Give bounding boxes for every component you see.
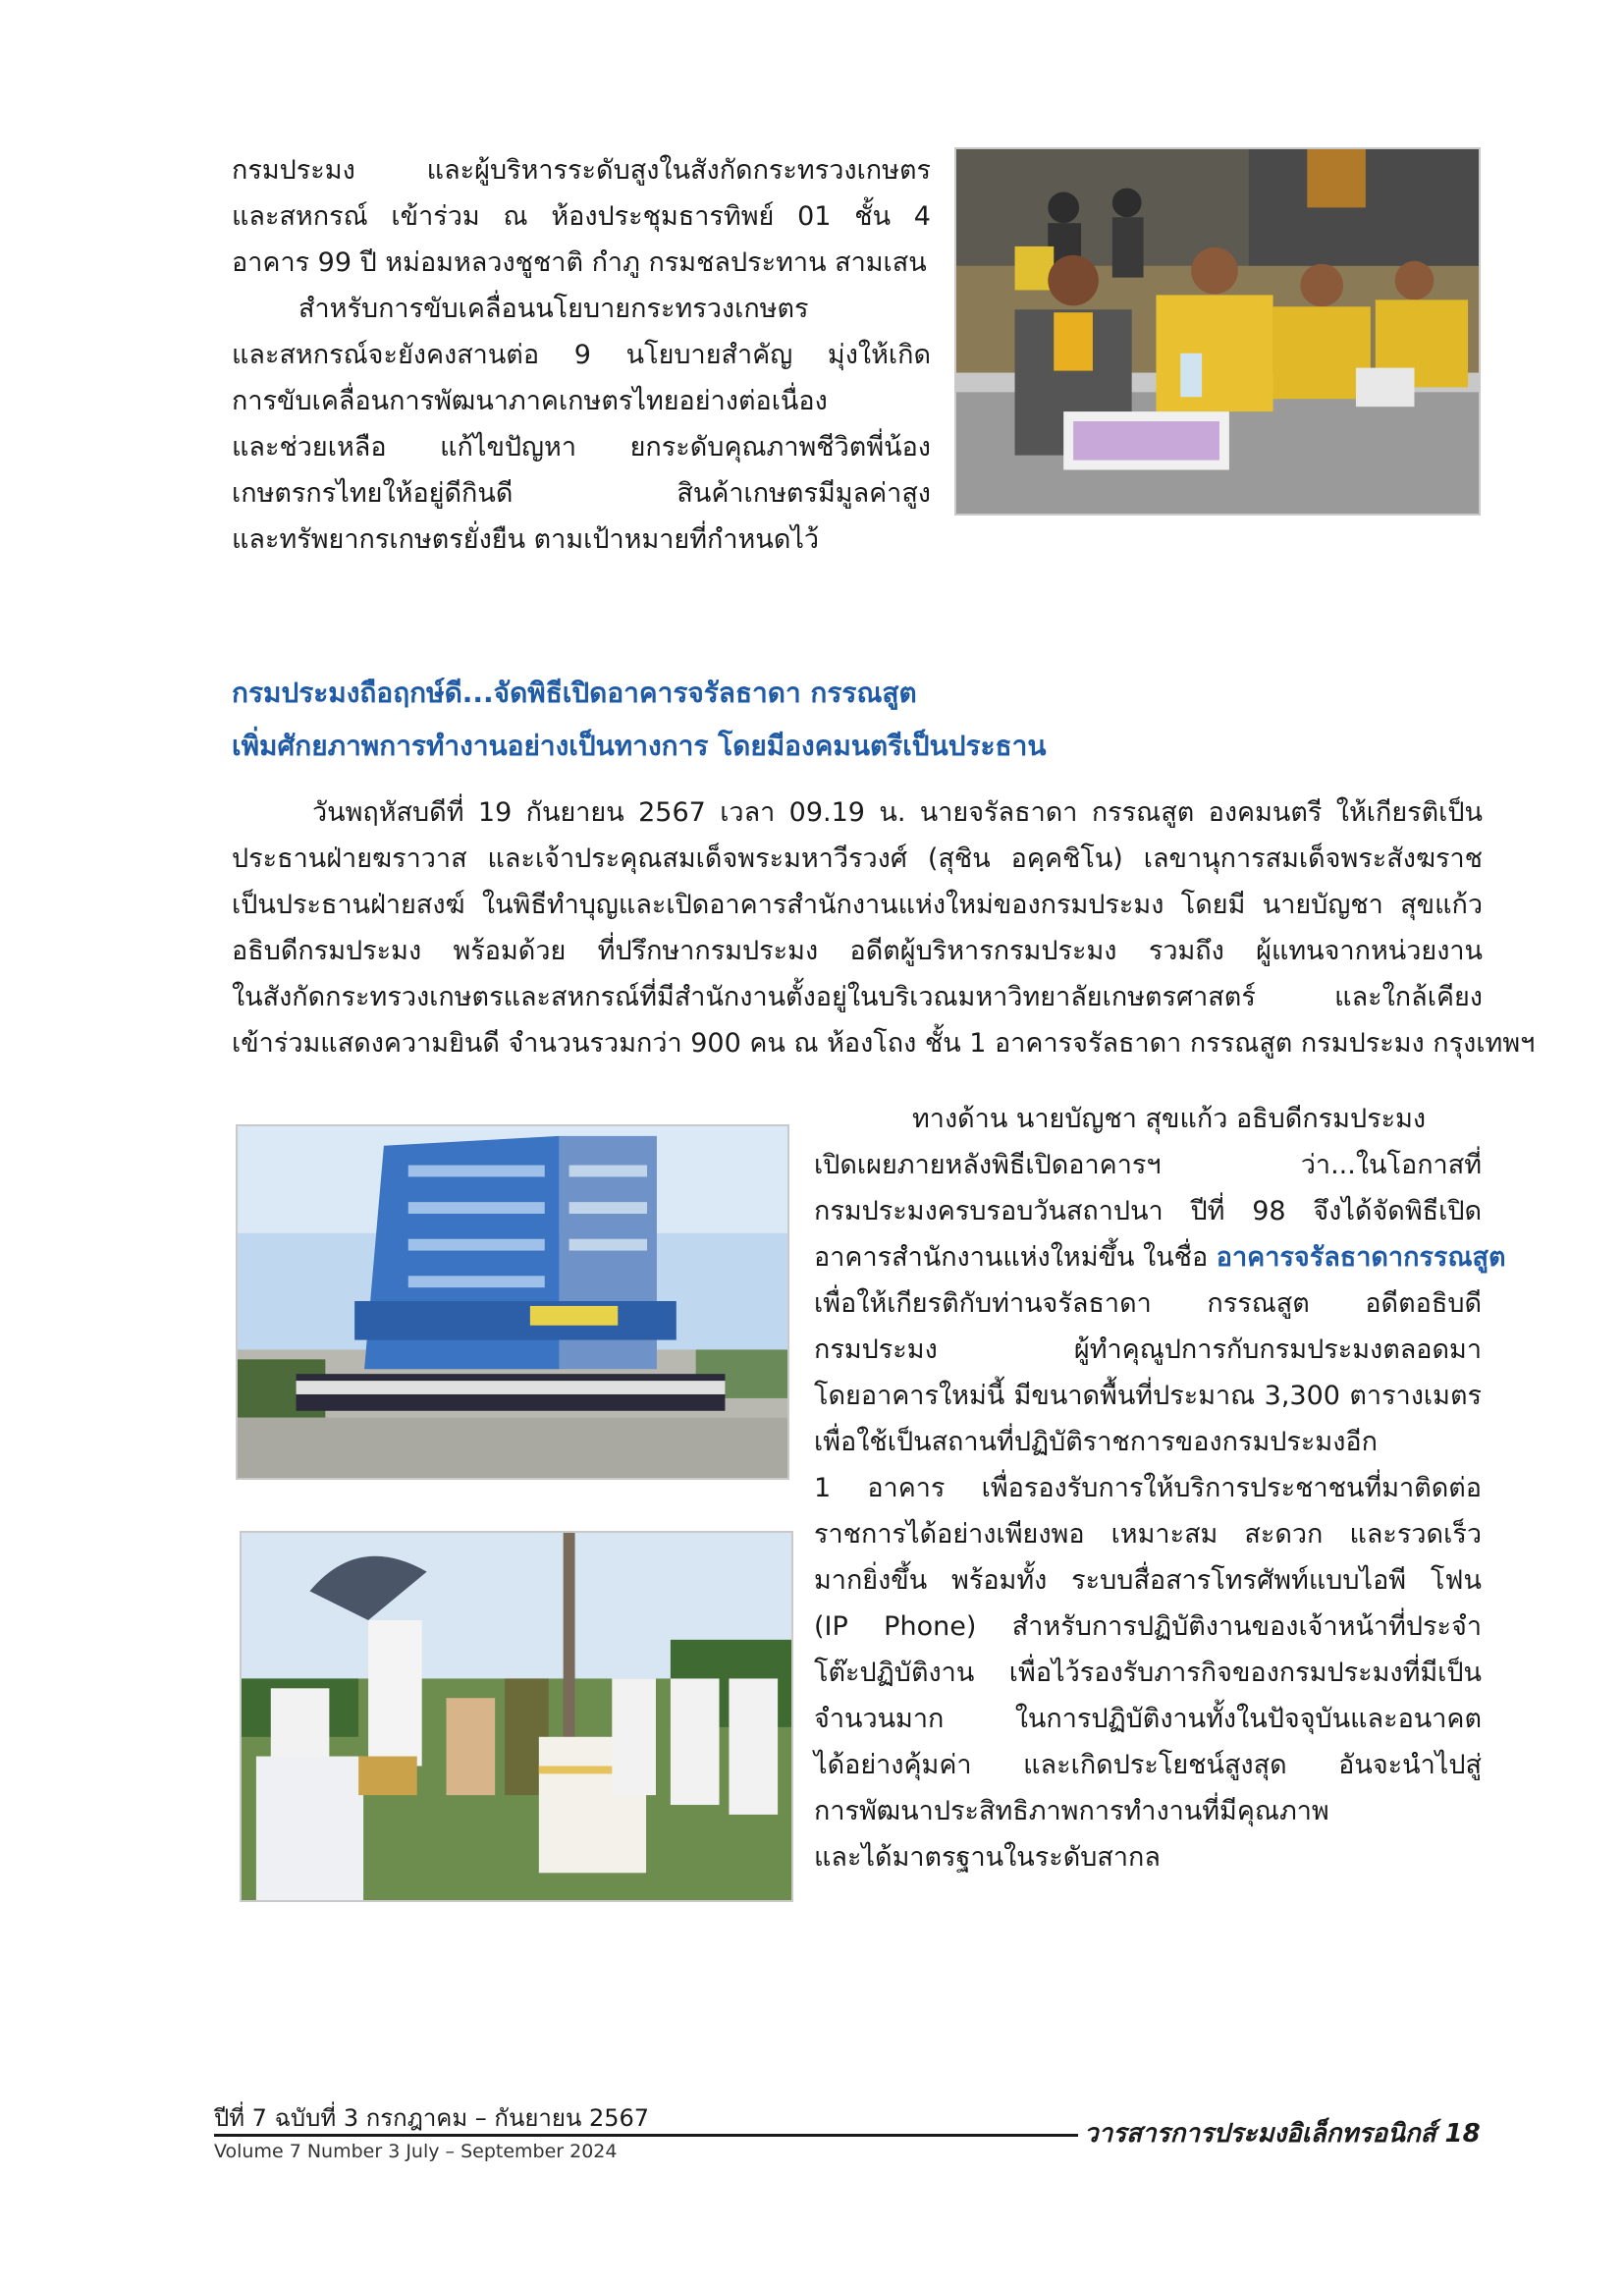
- building-name-highlight: อาคารจรัลธาดากรรณสูต: [1216, 1242, 1506, 1273]
- text-line: วันพฤหัสบดีที่ 19 กันยายน 2567 เวลา 09.19 น. นายจรัลธาดา กรรณสูต องคมนตรี ให้เกียรติเป็น: [312, 797, 1483, 828]
- footer-issue-thai: ปีที่ 7 ฉบับที่ 3 กรกฎาคม – กันยายน 2567: [214, 2104, 650, 2132]
- tree-planting-photo: [240, 1531, 793, 1902]
- page-number: 18: [1444, 2119, 1481, 2149]
- footer-journal: [1084, 2113, 1481, 2153]
- journal-title: วารสารการประมงอิเล็กทรอนิกส์: [1084, 2119, 1436, 2149]
- text-line: การขับเคลื่อนการพัฒนาภาคเกษตรไทยอย่างต่อเนื่อง: [232, 386, 828, 416]
- meeting-photo: [954, 147, 1481, 516]
- text-line: ราชการได้อย่างเพียงพอ เหมาะสม สะดวก และรวดเร็ว: [814, 1519, 1482, 1550]
- text-line: จำนวนมาก ในการปฏิบัติงานทั้งในปัจจุบันและอนาคต: [814, 1704, 1482, 1734]
- text-line: และสหกรณ์จะยังคงสานต่อ 9 นโยบายสำคัญ มุ่งให้เกิด: [232, 340, 931, 370]
- text-line: เข้าร่วมแสดงความยินดี จำนวนรวมกว่า 900 คน ณ ห้องโถง ชั้น 1 อาคารจรัลธาดา กรรณสูต กรมประมง กรุงเทพฯ: [232, 1028, 1536, 1059]
- text-line: (IP Phone) สำหรับการปฏิบัติงานของเจ้าหน้าที่ประจำ: [814, 1611, 1482, 1642]
- intro-paragraph: [232, 147, 931, 563]
- text-line: โดยอาคารใหม่นี้ มีขนาดพื้นที่ประมาณ 3,300 ตารางเมตร: [814, 1381, 1482, 1411]
- text-line: ได้อย่างคุ้มค่า และเกิดประโยชน์สูงสุด อันจะนำไปสู่: [814, 1750, 1482, 1780]
- footer-issue-english: Volume 7 Number 3 July – September 2024: [214, 2141, 618, 2162]
- text-line: กรมประมงครบรอบวันสถาปนา ปีที่ 98 จึงได้จัดพิธีเปิด: [814, 1196, 1482, 1226]
- text-line: ประธานฝ่ายฆราวาส และเจ้าประคุณสมเด็จพระมหาวีรวงศ์ (สุชิน อคฺคชิโน) เลขานุการสมเด็จพระสังฆราช: [232, 844, 1483, 874]
- text-line: สำหรับการขับเคลื่อนนโยบายกระทรวงเกษตร: [298, 294, 809, 324]
- building-photo: [236, 1124, 789, 1480]
- text-line: เพื่อใช้เป็นสถานที่ปฏิบัติราชการของกรมประมงอีก: [814, 1427, 1378, 1457]
- tree-planting-photo-graphic: [242, 1533, 791, 1900]
- footer-rule: [214, 2134, 1078, 2137]
- text-line: และได้มาตรฐานในระดับสากล: [814, 1842, 1161, 1873]
- text-line: และสหกรณ์ เข้าร่วม ณ ห้องประชุมธารทิพย์ 01 ชั้น 4: [232, 201, 931, 232]
- text-line: อธิบดีกรมประมง พร้อมด้วย ที่ปรึกษากรมประมง อดีตผู้บริหารกรมประมง รวมถึง ผู้แทนจากหน่วยงาน: [232, 936, 1483, 966]
- text-line: เปิดเผยภายหลังพิธีเปิดอาคารฯ ว่า...ในโอกาสที่: [814, 1150, 1482, 1180]
- building-photo-graphic: [238, 1126, 787, 1478]
- text-line: ทางด้าน นายบัญชา สุขแก้ว อธิบดีกรมประมง: [912, 1104, 1427, 1134]
- article-headline-2: เพิ่มศักยภาพการทำงานอย่างเป็นทางการ โดยมีองคมนตรีเป็นประธาน: [232, 730, 1047, 762]
- text-line: ในสังกัดกระทรวงเกษตรและสหกรณ์ที่มีสำนักงานตั้งอยู่ในบริเวณมหาวิทยาลัยเกษตรศาสตร์ และใกล้เคียง: [232, 982, 1483, 1012]
- meeting-photo-graphic: [956, 149, 1479, 514]
- text-line: 1 อาคาร เพื่อรองรับการให้บริการประชาชนที่มาติดต่อ: [814, 1473, 1482, 1503]
- text-line: เกษตรกรไทยให้อยู่ดีกินดี สินค้าเกษตรมีมูลค่าสูง: [232, 478, 931, 509]
- text-line-prefix: อาคารสำนักงานแห่งใหม่ขึ้น ในชื่อ: [814, 1242, 1217, 1273]
- text-line: และทรัพยากรเกษตรยั่งยืน ตามเป้าหมายที่กำหนดไว้: [232, 524, 820, 555]
- text-line: เพื่อให้เกียรติกับท่านจรัลธาดา กรรณสูต อดีตอธิบดี: [814, 1288, 1482, 1319]
- text-line: และช่วยเหลือ แก้ไขปัญหา ยกระดับคุณภาพชีวิตพี่น้อง: [232, 432, 931, 463]
- text-line: โต๊ะปฏิบัติงาน เพื่อไว้รองรับภารกิจของกรมประมงที่มีเป็น: [814, 1658, 1482, 1688]
- article-paragraph-1: [232, 789, 1536, 1066]
- text-line: กรมประมง ผู้ทำคุณูปการกับกรมประมงตลอดมา: [814, 1334, 1482, 1365]
- article-paragraph-2: [814, 1096, 1506, 1880]
- text-line: เป็นประธานฝ่ายสงฆ์ ในพิธีทำบุญและเปิดอาคารสำนักงานแห่งใหม่ของกรมประมง โดยมี นายบัญชา สุขแก้ว: [232, 890, 1483, 920]
- text-line: กรมประมง และผู้บริหารระดับสูงในสังกัดกระทรวงเกษตร: [232, 155, 931, 186]
- text-line: [814, 1234, 1506, 1280]
- article-headline-1: กรมประมงถือฤกษ์ดี...จัดพิธีเปิดอาคารจรัลธาดา กรรณสูต: [232, 677, 917, 709]
- text-line: การพัฒนาประสิทธิภาพการทำงานที่มีคุณภาพ: [814, 1796, 1329, 1826]
- text-line: มากยิ่งขึ้น พร้อมทั้ง ระบบสื่อสารโทรศัพท์แบบไอพี โฟน: [814, 1565, 1482, 1596]
- text-line: อาคาร 99 ปี หม่อมหลวงชูชาติ กำภู กรมชลประทาน สามเสน: [232, 247, 927, 278]
